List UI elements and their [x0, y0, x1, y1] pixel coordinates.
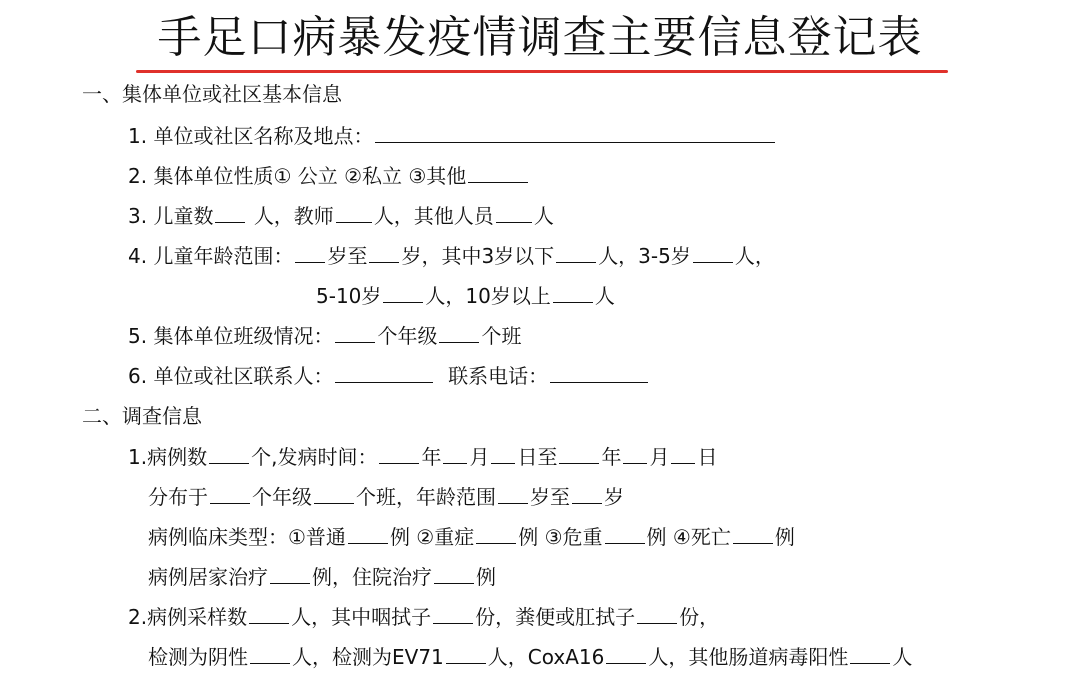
item1-row: [128, 122, 777, 150]
section2-heading: 二、调查信息: [82, 404, 202, 428]
common-case-field[interactable]: [348, 523, 388, 544]
clinical-type-label: 病例临床类型：①普通: [148, 525, 346, 549]
class-count-field[interactable]: [439, 322, 479, 343]
item4-row2: [316, 282, 615, 310]
home-treatment-field[interactable]: [270, 563, 310, 584]
hospital-treatment-field[interactable]: [434, 563, 474, 584]
onset-end-day-field[interactable]: [671, 443, 695, 464]
item5-b: 个年级: [377, 324, 438, 348]
case-age-from-field[interactable]: [498, 483, 528, 504]
item4-b: 岁至: [327, 244, 368, 268]
s2-line5: [128, 603, 719, 631]
item4-f: 5-10岁: [316, 284, 382, 308]
item2-row: [128, 162, 530, 190]
death-case-field[interactable]: [733, 523, 773, 544]
stool-swab-field[interactable]: [637, 603, 677, 624]
item3-d: 人: [533, 204, 554, 228]
section1-heading: 一、集体单位或社区基本信息: [82, 82, 342, 106]
contact-person-field[interactable]: [335, 362, 433, 383]
item5-a: 5. 集体单位班级情况：: [128, 324, 334, 348]
item3-a: 3. 儿童数: [128, 204, 214, 228]
ev71-count-field[interactable]: [446, 643, 486, 664]
children-count-field[interactable]: [215, 202, 245, 223]
negative-count-field[interactable]: [250, 643, 290, 664]
contact-phone-field[interactable]: [550, 362, 648, 383]
month-label: 月: [469, 445, 490, 469]
item4-h: 人: [594, 284, 615, 308]
s2-line2: [148, 483, 624, 511]
onset-start-month-field[interactable]: [443, 443, 467, 464]
year-label-2: 年: [601, 445, 622, 469]
throat-swab-field[interactable]: [433, 603, 473, 624]
throat-swab-label: 人，其中咽拭子: [291, 605, 432, 629]
critical-label: 例 ③危重: [518, 525, 603, 549]
under3-field[interactable]: [556, 242, 596, 263]
item4-e: 人，: [734, 244, 775, 268]
title-underline: [136, 70, 948, 73]
age-unit-label: 岁: [604, 485, 624, 509]
item6-a: 6. 单位或社区联系人：: [128, 364, 334, 388]
item4-d: 人，3-5岁: [598, 244, 691, 268]
item5-row: [128, 322, 521, 350]
teacher-count-field[interactable]: [336, 202, 372, 223]
item2-label: 2. 集体单位性质① 公立 ②私立 ③其他: [128, 164, 467, 188]
severe-case-field[interactable]: [476, 523, 516, 544]
s2-line1: [128, 443, 717, 471]
distribution-label: 分布于: [148, 485, 208, 509]
case-unit-label: 例: [774, 525, 795, 549]
age-from-field[interactable]: [295, 242, 325, 263]
item3-b: 人，教师: [253, 204, 334, 228]
month-label-2: 月: [649, 445, 670, 469]
other-nature-field[interactable]: [468, 162, 528, 183]
severe-label: 例 ②重症: [389, 525, 475, 549]
item4-g: 人，10岁以上: [425, 284, 551, 308]
day-to-label: 日至: [517, 445, 558, 469]
onset-start-year-field[interactable]: [379, 443, 419, 464]
item6-row: [128, 362, 650, 390]
home-treatment-label: 病例居家治疗: [148, 565, 268, 589]
grade-label: 个年级: [252, 485, 312, 509]
hospital-treatment-label: 例，住院治疗: [312, 565, 432, 589]
age-range-label: 个班，年龄范围: [356, 485, 496, 509]
case-age-to-field[interactable]: [572, 483, 602, 504]
item4-a: 4. 儿童年龄范围：: [128, 244, 294, 268]
item4-row: [128, 242, 775, 270]
stool-swab-label: 份，粪便或肛拭子: [475, 605, 636, 629]
case-count-field[interactable]: [209, 443, 249, 464]
death-label: 例 ④死亡: [646, 525, 731, 549]
s2-line3: [148, 523, 795, 551]
age3-5-field[interactable]: [693, 242, 733, 263]
negative-label: 检测为阴性: [148, 645, 248, 669]
critical-case-field[interactable]: [605, 523, 645, 544]
s2-line6: [148, 643, 912, 671]
coxa16-label: 人，CoxA16: [487, 645, 605, 669]
sample-count-field[interactable]: [249, 603, 289, 624]
age-to-label: 岁至: [530, 485, 570, 509]
item1-label: 1. 单位或社区名称及地点：: [128, 124, 374, 148]
ev71-label: 人，检测为EV71: [292, 645, 444, 669]
onset-start-day-field[interactable]: [491, 443, 515, 464]
form-title: 手足口病暴发疫情调查主要信息登记表: [157, 12, 923, 63]
onset-time-label: 个,发病时间：: [251, 445, 378, 469]
item5-c: 个班: [481, 324, 522, 348]
person-unit-label: 人: [892, 645, 913, 669]
s2-line4: [148, 563, 496, 591]
other-staff-field[interactable]: [496, 202, 532, 223]
coxa16-count-field[interactable]: [606, 643, 646, 664]
item4-c: 岁，其中3岁以下: [401, 244, 555, 268]
org-name-field[interactable]: [375, 122, 775, 143]
case-class-field[interactable]: [314, 483, 354, 504]
treatment-unit-label: 例: [476, 565, 496, 589]
swab-unit-label: 份，: [679, 605, 720, 629]
item6-b: 联系电话：: [448, 364, 549, 388]
sample-count-label: 2.病例采样数: [128, 605, 248, 629]
item3-c: 人，其他人员: [373, 204, 494, 228]
day-label-2: 日: [697, 445, 718, 469]
other-enterovirus-field[interactable]: [850, 643, 890, 664]
item3-row: [128, 202, 554, 230]
onset-end-month-field[interactable]: [623, 443, 647, 464]
over10-field[interactable]: [553, 282, 593, 303]
onset-end-year-field[interactable]: [559, 443, 599, 464]
case-count-label: 1.病例数: [128, 445, 208, 469]
age-to-field[interactable]: [369, 242, 399, 263]
grade-count-field[interactable]: [335, 322, 375, 343]
year-label: 年: [421, 445, 442, 469]
other-enterovirus-label: 人，其他肠道病毒阳性: [648, 645, 849, 669]
case-grade-field[interactable]: [210, 483, 250, 504]
age5-10-field[interactable]: [383, 282, 423, 303]
